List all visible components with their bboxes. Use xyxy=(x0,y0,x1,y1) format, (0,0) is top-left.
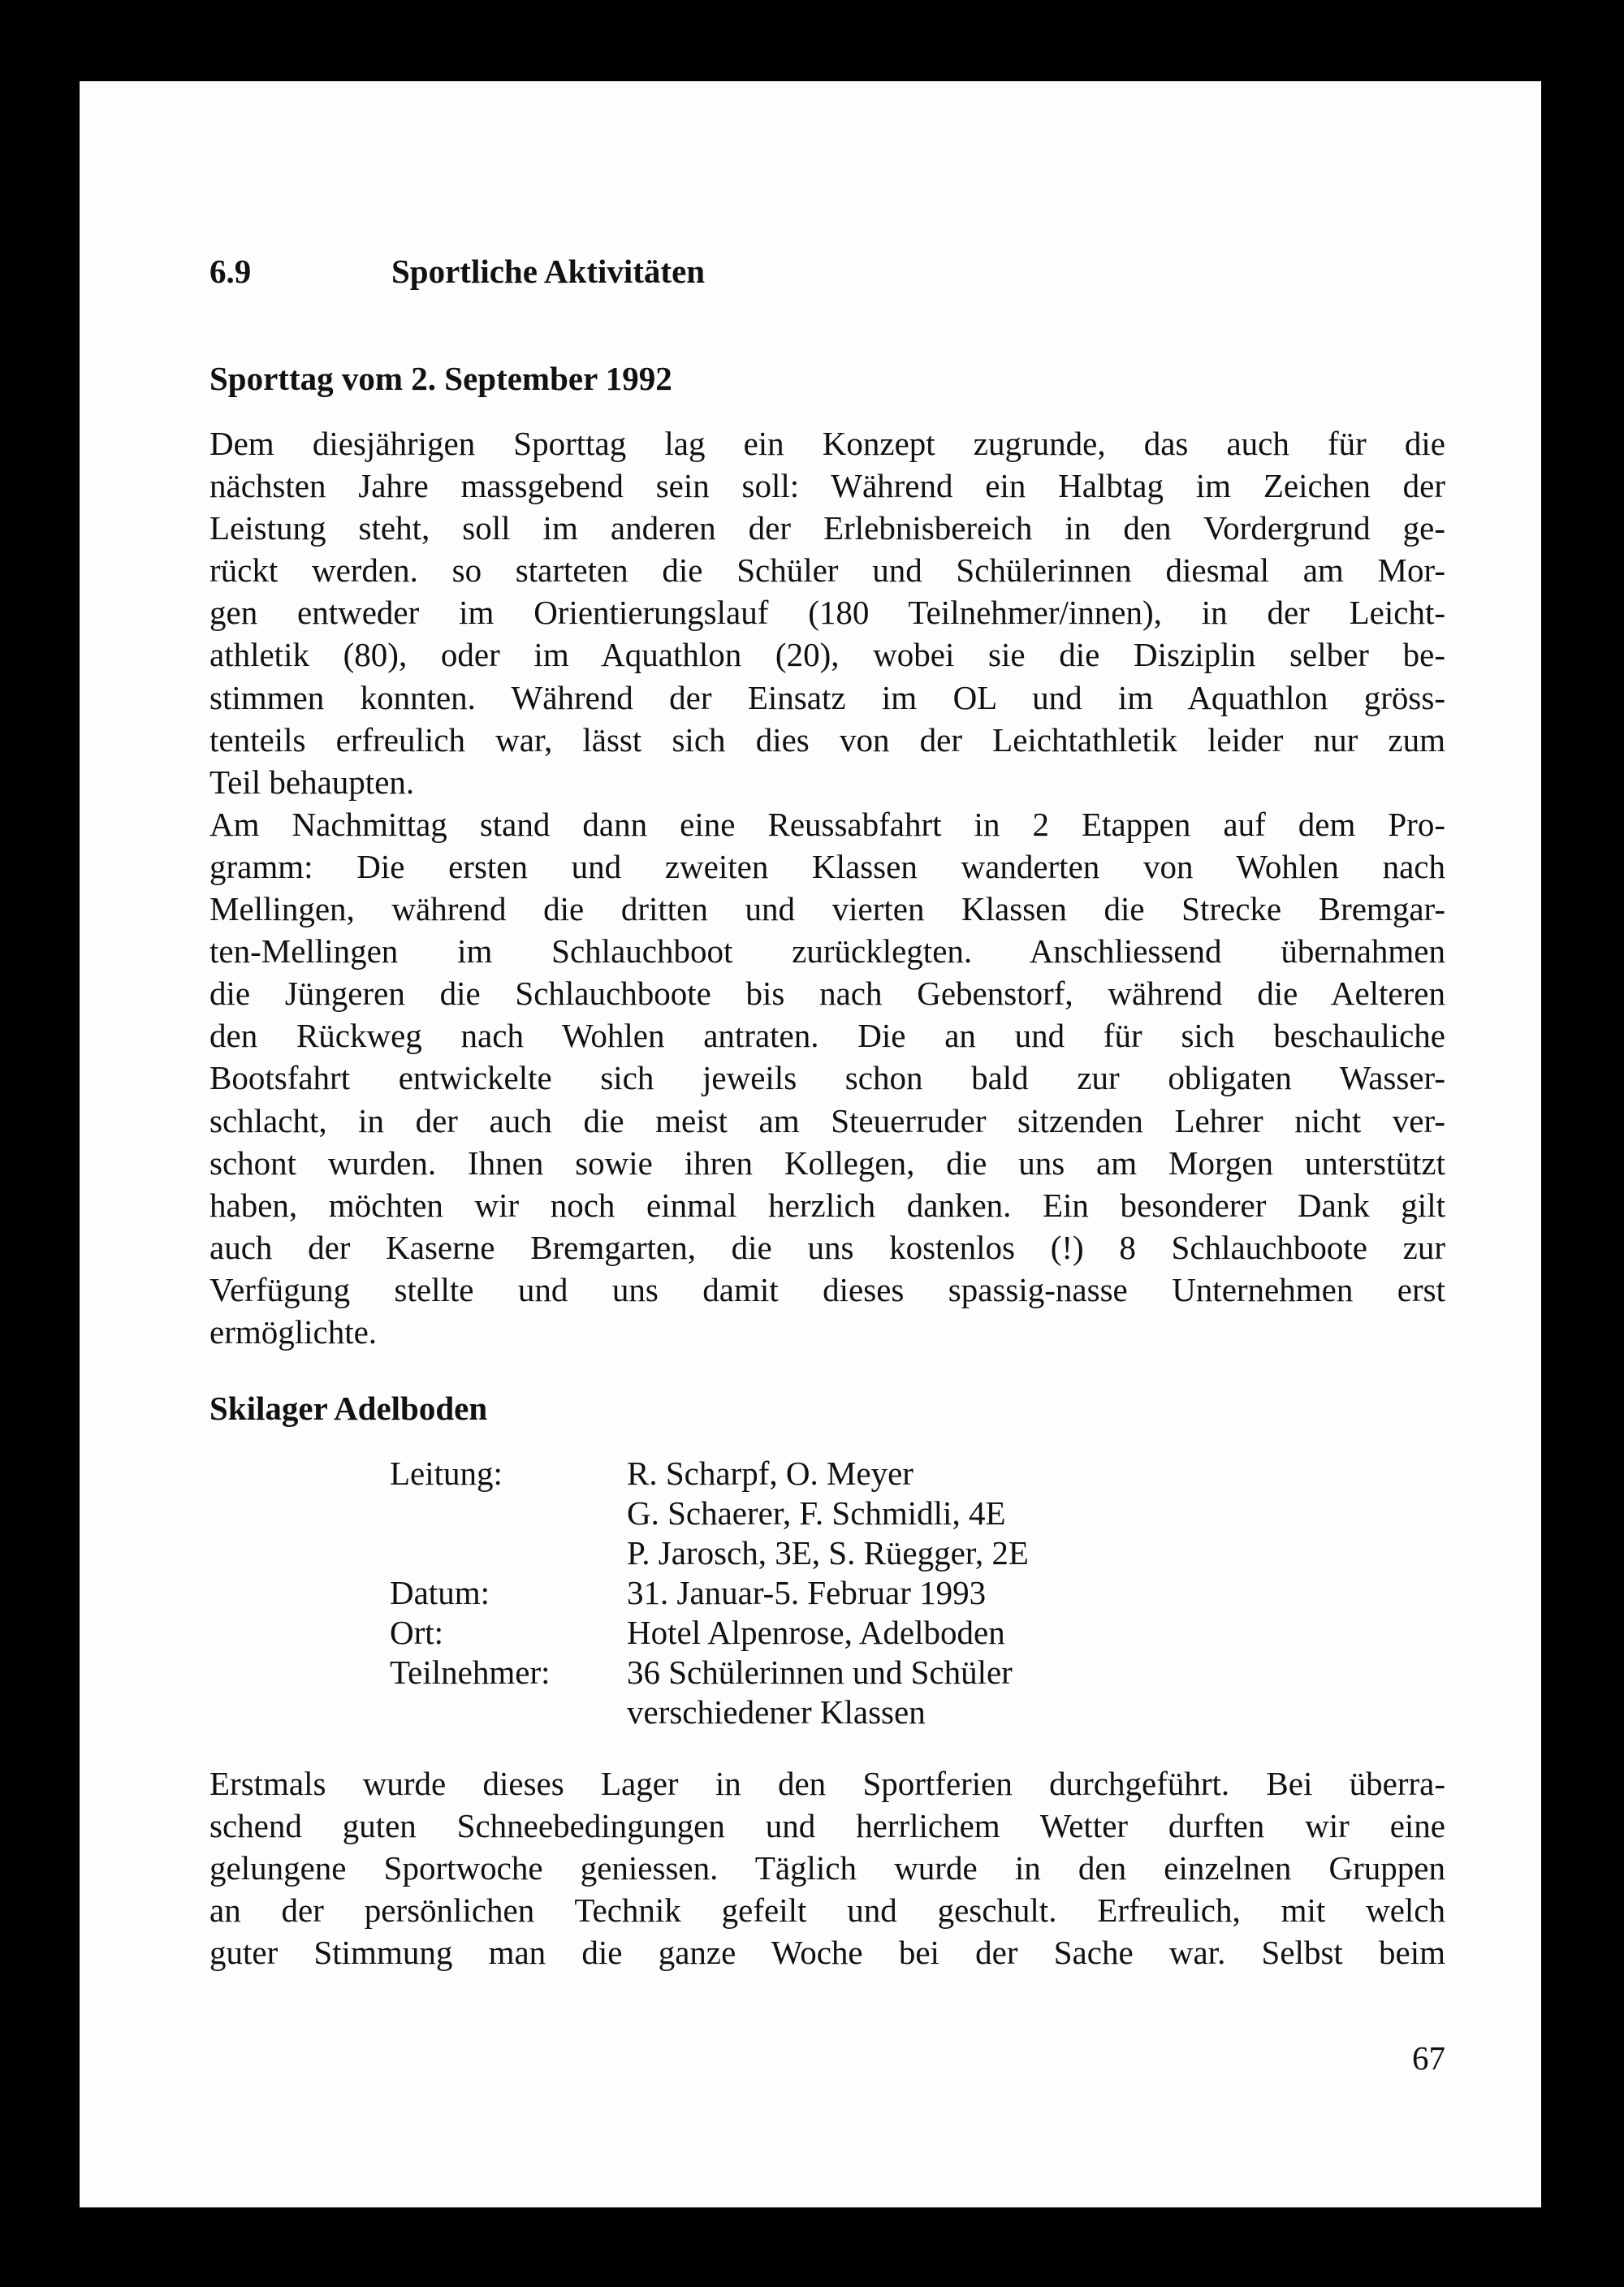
info-label: Teilnehmer: xyxy=(390,1654,551,1691)
info-value xyxy=(627,1613,1005,1653)
page-number: 67 xyxy=(1412,2039,1445,2077)
info-value-line: 31. Januar-5. Februar 1993 xyxy=(627,1574,987,1611)
skilager-paragraph xyxy=(209,1762,1445,1974)
text-line: haben, möchten wir noch einmal herzlich danken. Ein besonderer Dank gilt xyxy=(209,1186,1445,1224)
section-heading xyxy=(209,252,705,291)
info-value xyxy=(627,1454,1029,1573)
sporttag-paragraph xyxy=(209,422,1445,1353)
text-line: gelungene Sportwoche geniessen. Täglich wurde in den einzelnen Gruppen xyxy=(209,1849,1445,1887)
section-title: Sportliche Aktivitäten xyxy=(391,253,706,290)
skilager-info-table xyxy=(390,1454,1029,1732)
info-label: Leitung: xyxy=(390,1455,503,1492)
text-line: Bootsfahrt entwickelte sich jeweils schon bald zur obligaten Wasser- xyxy=(209,1059,1445,1097)
sporttag-heading: Sporttag vom 2. September 1992 xyxy=(209,360,672,397)
info-row-datum xyxy=(390,1573,1029,1613)
text-line: den Rückweg nach Wohlen antraten. Die an und für sich beschauliche xyxy=(209,1017,1445,1055)
info-value-line: 36 Schülerinnen und Schüler xyxy=(627,1654,1013,1691)
text-line: ermöglichte. xyxy=(209,1312,378,1351)
info-row-ort xyxy=(390,1613,1029,1653)
info-value xyxy=(627,1653,1013,1732)
info-value-line: P. Jarosch, 3E, S. Rüegger, 2E xyxy=(627,1534,1029,1572)
document-page xyxy=(80,81,1541,2207)
text-line: Leistung steht, soll im anderen der Erlebnisbereich in den Vordergrund ge- xyxy=(209,509,1445,547)
info-label: Ort: xyxy=(390,1614,444,1651)
text-line: Mellingen, während die dritten und vierten Klassen die Strecke Bremgar- xyxy=(209,890,1445,928)
text-line: Erstmals wurde dieses Lager in den Sportferien durchgeführt. Bei überra- xyxy=(209,1765,1445,1802)
text-line: tenteils erfreulich war, lässt sich dies von der Leichtathletik leider nur zum xyxy=(209,720,1445,759)
text-line: gramm: Die ersten und zweiten Klassen wanderten von Wohlen nach xyxy=(209,847,1445,885)
text-line: stimmen konnten. Während der Einsatz im OL und im Aquathlon gröss- xyxy=(209,678,1445,716)
section-number: 6.9 xyxy=(209,253,252,290)
text-line: Dem diesjährigen Sporttag lag ein Konzept zugrunde, das auch für die xyxy=(209,425,1445,462)
text-line: Verfügung stellte und uns damit dieses spassig-nasse Unternehmen erst xyxy=(209,1270,1445,1308)
info-row-leitung xyxy=(390,1454,1029,1573)
text-line: rückt werden. so starteten die Schüler und Schülerinnen diesmal am Mor- xyxy=(209,551,1445,590)
text-line: schont wurden. Ihnen sowie ihren Kollegen, die uns am Morgen unterstützt xyxy=(209,1144,1445,1182)
text-line: die Jüngeren die Schlauchboote bis nach Gebenstorf, während die Aelteren xyxy=(209,975,1445,1013)
text-line: Teil behaupten. xyxy=(209,763,415,801)
info-value-line: R. Scharpf, O. Meyer xyxy=(627,1455,914,1492)
text-line: an der persönlichen Technik gefeilt und geschult. Erfreulich, mit welch xyxy=(209,1891,1445,1930)
text-line: schend guten Schneebedingungen und herrlichem Wetter durften wir eine xyxy=(209,1807,1445,1845)
text-line: auch der Kaserne Bremgarten, die uns kostenlos (!) 8 Schlauchboote zur xyxy=(209,1228,1445,1266)
text-line: nächsten Jahre massgebend sein soll: Während ein Halbtag im Zeichen der xyxy=(209,467,1445,505)
text-line: guter Stimmung man die ganze Woche bei der Sache war. Selbst beim xyxy=(209,1934,1445,1972)
info-value-line: verschiedener Klassen xyxy=(627,1693,926,1731)
text-line: schlacht, in der auch die meist am Steuerruder sitzenden Lehrer nicht ver- xyxy=(209,1101,1445,1139)
skilager-heading: Skilager Adelboden xyxy=(209,1390,488,1427)
info-value xyxy=(627,1573,986,1613)
info-value-line: G. Schaerer, F. Schmidli, 4E xyxy=(627,1494,1006,1532)
text-line: ten-Mellingen im Schlauchboot zurücklegten. Anschliessend übernahmen xyxy=(209,932,1445,971)
text-line: athletik (80), oder im Aquathlon (20), wobei sie die Disziplin selber be- xyxy=(209,636,1445,674)
info-row-teilnehmer xyxy=(390,1653,1029,1732)
text-line: gen entweder im Orientierungslauf (180 Teilnehmer/innen), in der Leicht- xyxy=(209,594,1445,632)
text-line: Am Nachmittag stand dann eine Reussabfahrt in 2 Etappen auf dem Pro- xyxy=(209,805,1445,843)
info-label: Datum: xyxy=(390,1574,490,1611)
info-value-line: Hotel Alpenrose, Adelboden xyxy=(627,1614,1005,1651)
